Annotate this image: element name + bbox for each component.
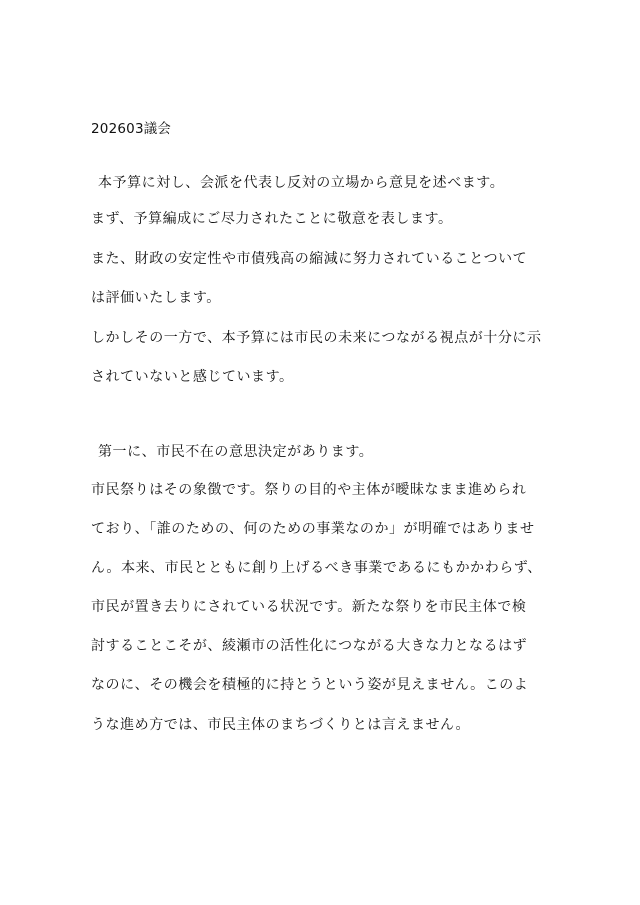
document-title: 202603議会 (91, 121, 172, 137)
paragraph1-line: しかしその一方で、本予算には市民の未来につながる視点が十分に示 (91, 330, 542, 346)
paragraph1-line: は評価いたします。 (91, 290, 221, 306)
paragraph1-line: されていないと感じています。 (91, 369, 294, 385)
paragraph2-line: ん。本来、市民とともに創り上げるべき事業であるにもかかわらず、 (91, 560, 542, 576)
paragraph2-line: なのに、その機会を積極的に持とうという姿が見えません。このよ (91, 677, 529, 693)
paragraph2-line: 討することこそが、綾瀬市の活性化につながる大きな力となるはず (91, 638, 528, 654)
paragraph2-line: 第一に、市民不在の意思決定があります。 (98, 444, 374, 460)
paragraph2-line: うな進め方では、市民主体のまちづくりとは言えません。 (91, 717, 470, 733)
paragraph1-line: まず、予算編成にご尽力されたことに敬意を表します。 (91, 211, 453, 227)
paragraph1-line: 本予算に対し、会派を代表し反対の立場から意見を述べます。 (98, 175, 505, 191)
paragraph1-line: また、財政の安定性や市債残高の縮減に努力されていることついて (91, 251, 528, 267)
paragraph2-line: 市民祭りはその象徴です。祭りの目的や主体が曖昧なまま進められ (91, 482, 527, 498)
paragraph2-line: 市民が置き去りにされている状況です。新たな祭りを市民主体で検 (91, 599, 527, 615)
paragraph2-line: ており、「誰のための、何のための事業なのか」が明確ではありませ (91, 521, 535, 537)
